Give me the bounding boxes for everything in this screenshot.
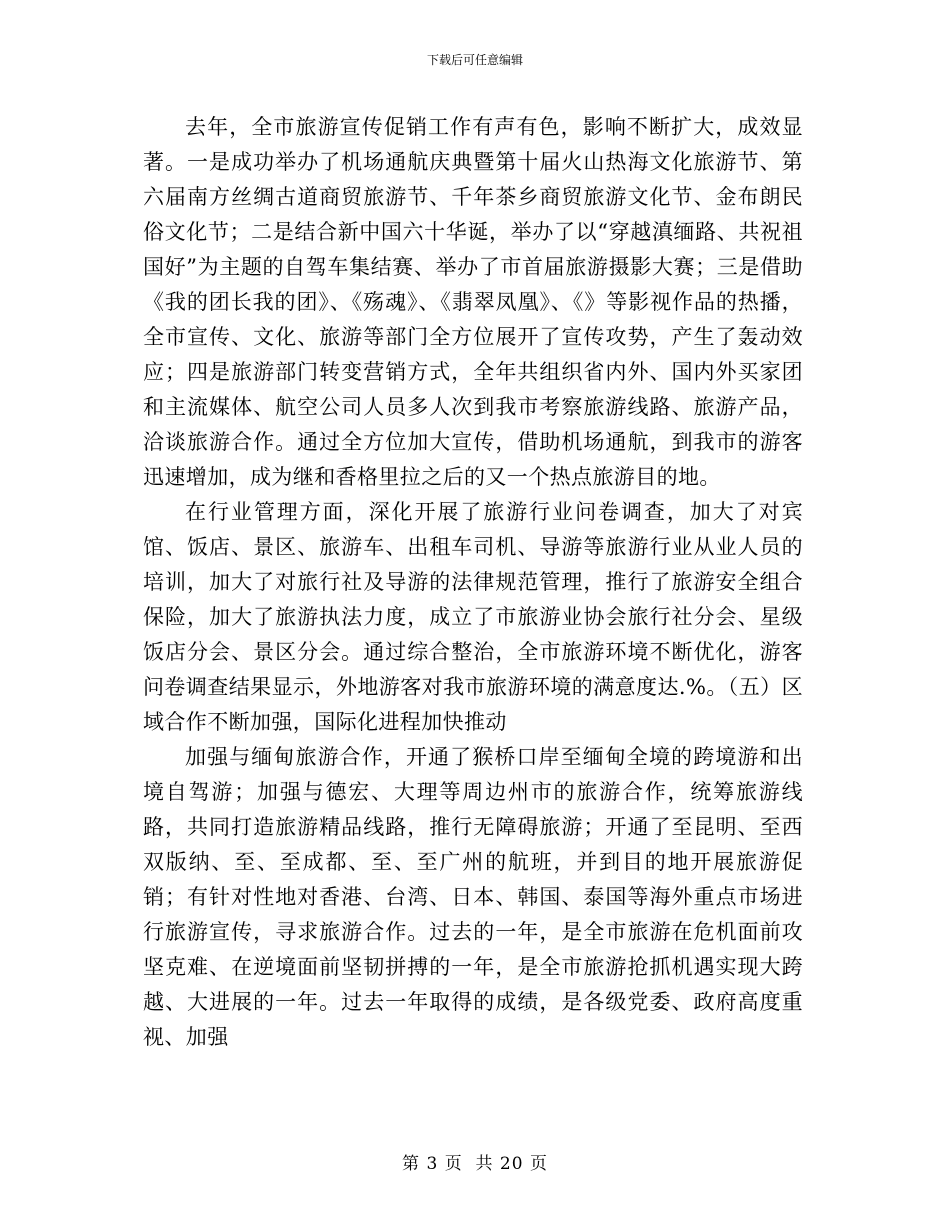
footer-current-page: 3 bbox=[426, 1154, 439, 1174]
paragraph-tourism-promotion: 去年，全市旅游宣传促销工作有声有色，影响不断扩大，成效显著。一是成功举办了机场通航庆典暨第十届火山热海文化旅游节、第六届南方丝绸古道商贸旅游节、千年茶乡商贸旅游文化节、金布朗民俗文化节；二是结合新中国六十华诞，举办了以“穿越滇缅路、共祝祖国好”为主题的自驾车集结赛、举办了市首届旅游摄影大赛；三是借助《我的团长我的团》、《殇魂》、《翡翠凤凰》、《》等影视作品的热播，全市宣传、文化、旅游等部门全方位展开了宣传攻势，产生了轰动效应；四是旅游部门转变营销方式，全年共组织省内外、国内外买家团和主流媒体、航空公司人员多人次到我市考察旅游线路、旅游产品，洽谈旅游合作。通过全方位加大宣传，借助机场通航，到我市的游客迅速增加，成为继和香格里拉之后的又一个热点旅游目的地。 bbox=[143, 115, 803, 489]
paragraph-industry-management: 在行业管理方面，深化开展了旅游行业问卷调查，加大了对宾馆、饭店、景区、旅游车、出租车司机、导游等旅游行业从业人员的培训，加大了对旅行社及导游的法律规范管理，推行了旅游安全组合保险，加大了旅游执法力度，成立了市旅游业协会旅行社分会、星级饭店分会、景区分会。通过综合整治，全市旅游环境不断优化，游客问卷调查结果显示，外地游客对我市旅游环境的满意度达.%。（五）区域合作不断加强，国际化进程加快推动 bbox=[143, 500, 803, 734]
footer-label-of: 页 共 bbox=[444, 1154, 494, 1174]
footer-total-pages: 20 bbox=[499, 1154, 524, 1174]
document-body bbox=[143, 110, 803, 1055]
page-header: 下载后可任意编辑 bbox=[426, 53, 523, 67]
paragraph-regional-cooperation: 加强与缅甸旅游合作，开通了猴桥口岸至缅甸全境的跨境游和出境自驾游；加强与德宏、大理等周边州市的旅游合作，统筹旅游线路，共同打造旅游精品线路，推行无障碍旅游；开通了至昆明、至西双版纳、至、至成都、至、至广州的航班，并到目的地开展旅游促销；有针对性地对香港、台湾、日本、韩国、泰国等海外重点市场进行旅游宣传，寻求旅游合作。过去的一年，是全市旅游在危机面前攻坚克难、在逆境面前坚韧拼搏的一年，是全市旅游抢抓机遇实现大跨越、大进展的一年。过去一年取得的成绩，是各级党委、政府高度重视、加强 bbox=[143, 745, 803, 1049]
page-footer bbox=[0, 1153, 950, 1175]
footer-label-end: 页 bbox=[529, 1154, 548, 1174]
footer-label-page: 第 bbox=[402, 1154, 421, 1174]
